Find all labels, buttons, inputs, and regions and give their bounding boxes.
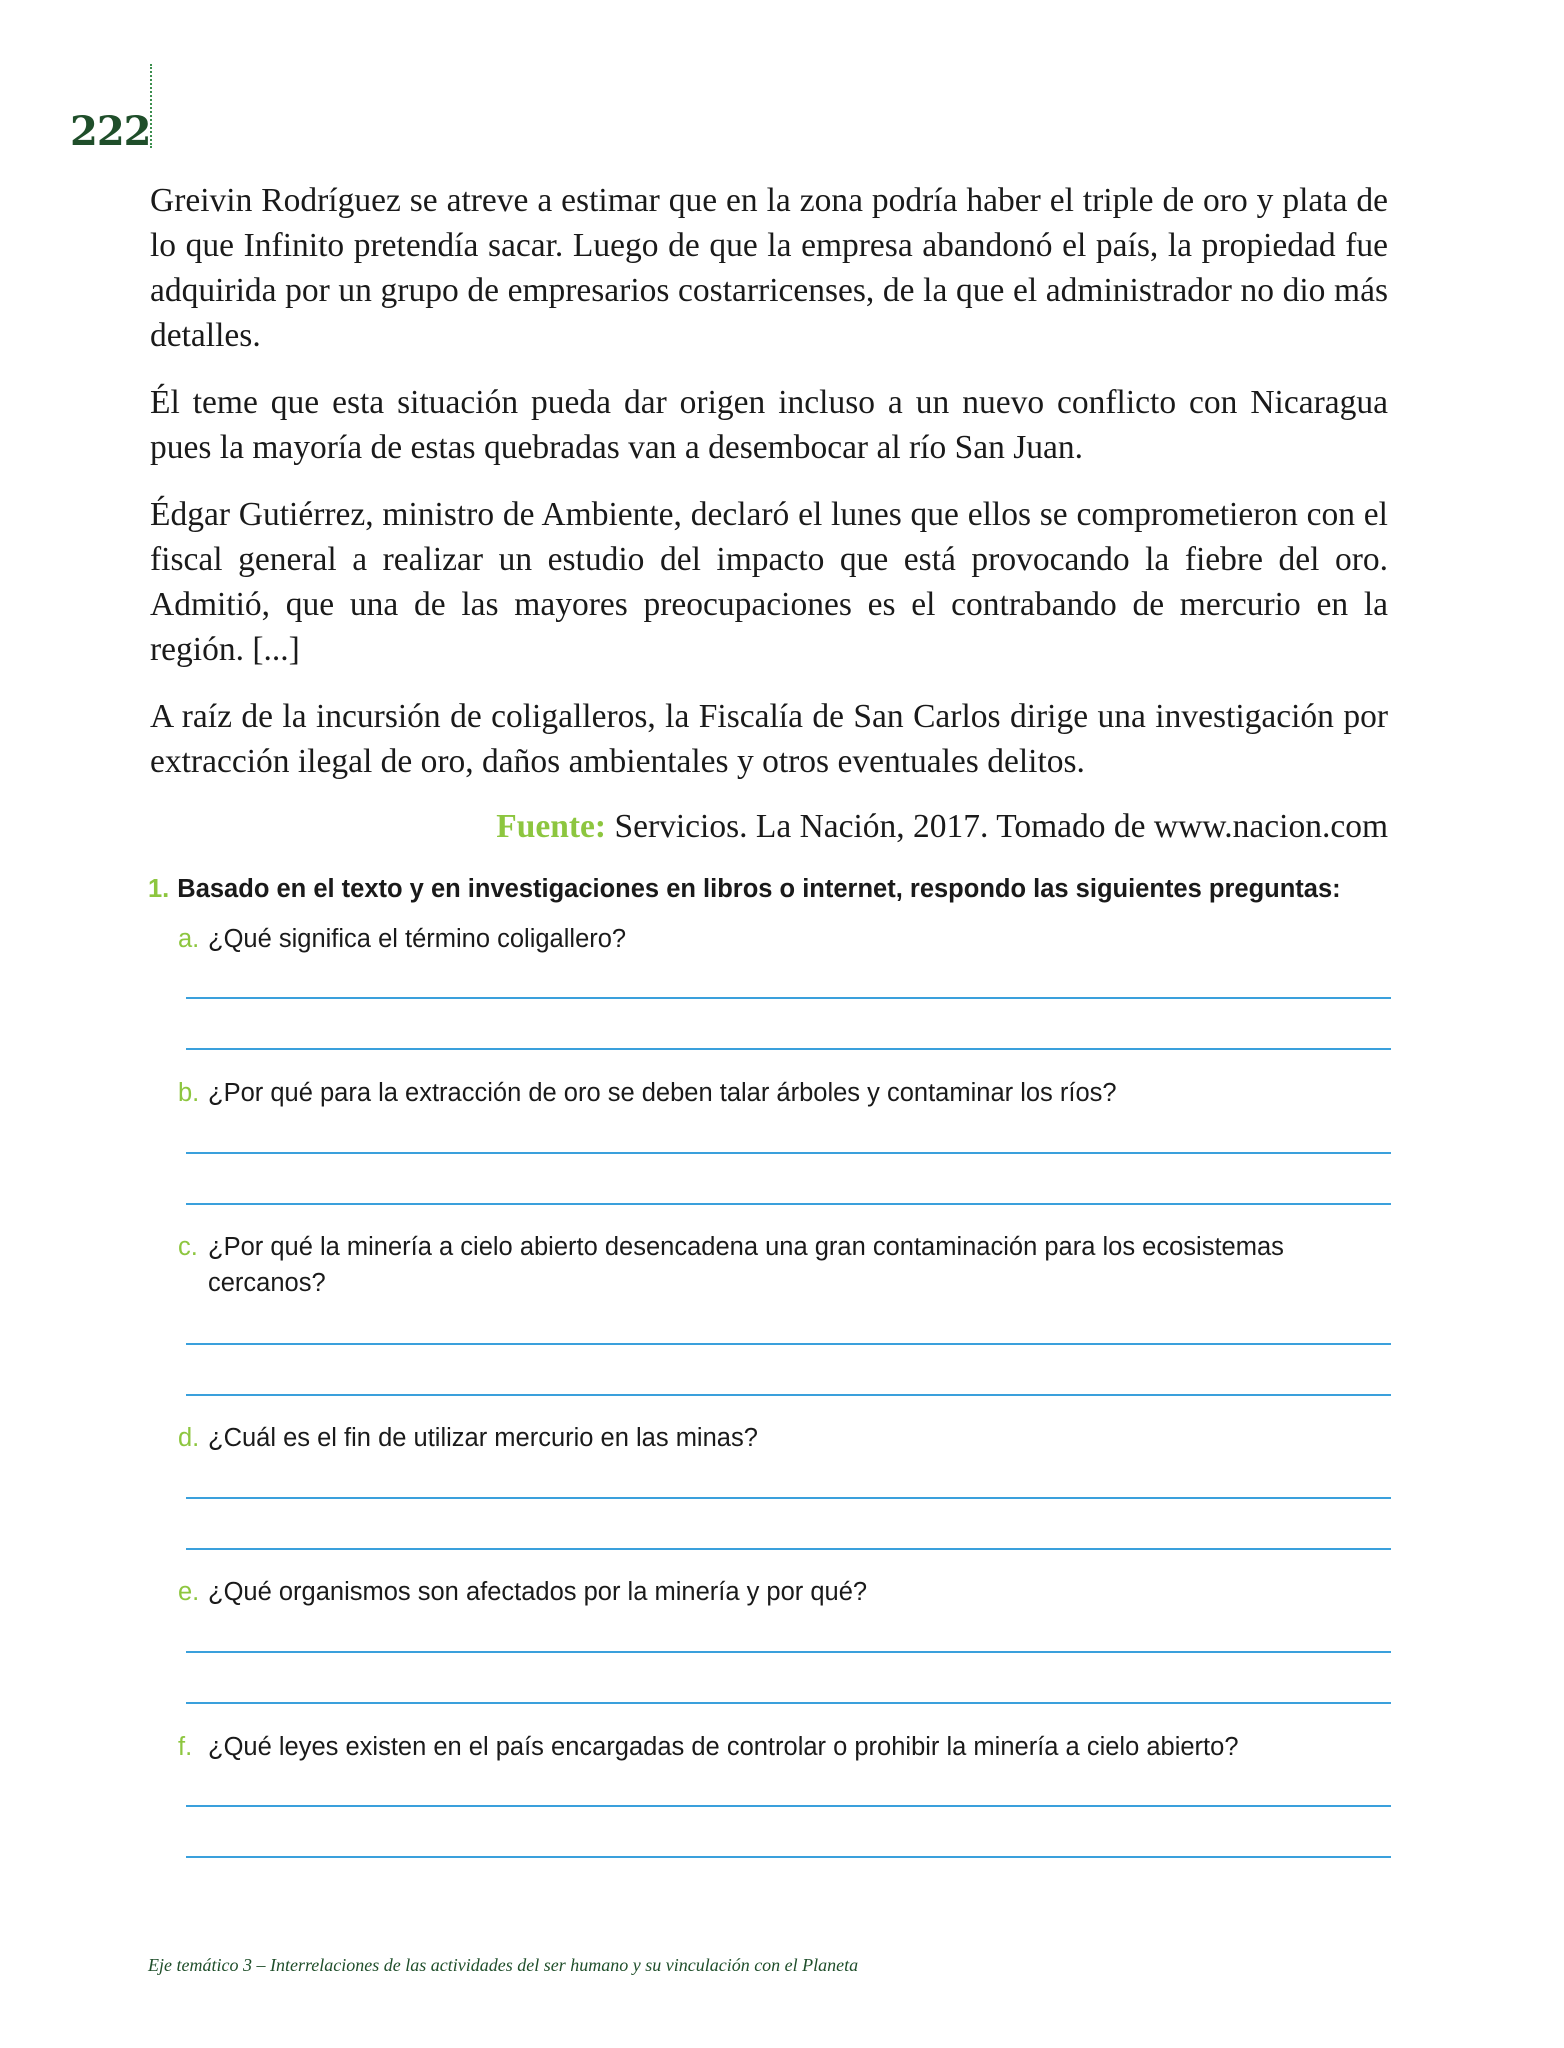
answer-line[interactable] xyxy=(186,1805,1391,1807)
source-citation xyxy=(496,804,1388,849)
subquestion-text: ¿Por qué para la extracción de oro se deben talar árboles y contaminar los ríos? xyxy=(208,1079,1117,1107)
paragraph: Él teme que esta situación pueda dar origen incluso a un nuevo conflicto con Nicaragua pues la mayoría de estas quebradas van a desembocar al río San Juan. xyxy=(150,384,1388,466)
answer-line[interactable] xyxy=(186,1152,1391,1154)
answer-line[interactable] xyxy=(186,997,1391,999)
subquestion-letter: e. xyxy=(178,1578,200,1606)
subquestion-text: ¿Por qué la minería a cielo abierto desencadena una gran contaminación para los ecosistemas cercanos? xyxy=(208,1233,1284,1297)
subquestion-letter: a. xyxy=(178,925,200,953)
article-body xyxy=(150,178,1388,806)
page-footer: Eje temático 3 – Interrelaciones de las actividades del ser humano y su vinculación con el Planeta xyxy=(148,1955,859,1975)
answer-line[interactable] xyxy=(186,1203,1391,1205)
subquestion-letter: d. xyxy=(178,1424,200,1452)
source-text: Servicios. La Nación, 2017. Tomado de www.nacion.com xyxy=(606,808,1388,845)
question-1 xyxy=(148,872,1393,906)
question-text: Basado en el texto y en investigaciones en libros o internet, respondo las siguientes preguntas: xyxy=(177,875,1341,903)
paragraph: Greivin Rodríguez se atreve a estimar que en la zona podría haber el triple de oro y plata de lo que Infinito pretendía sacar. Luego de que la empresa abandonó el país, la propiedad fue adquirida por un grupo de empresarios costarricenses, de la que el administrador no dio más detalles. xyxy=(150,182,1388,354)
paragraph: A raíz de la incursión de coligalleros, la Fiscalía de San Carlos dirige una investigación por extracción ilegal de oro, daños ambientales y otros eventuales delitos. xyxy=(150,698,1388,780)
paragraph: Édgar Gutiérrez, ministro de Ambiente, declaró el lunes que ellos se comprometieron con el fiscal general a realizar un estudio del impacto que está provocando la fiebre del oro. Admitió, que una de las mayores preocupaciones es el contrabando de mercurio en la región. [...] xyxy=(150,496,1388,668)
subquestion-d xyxy=(178,1420,1390,1456)
question-number: 1. xyxy=(148,875,170,903)
subquestion-text: ¿Qué organismos son afectados por la minería y por qué? xyxy=(208,1578,868,1606)
answer-line[interactable] xyxy=(186,1702,1391,1704)
answer-line[interactable] xyxy=(186,1548,1391,1550)
answer-line[interactable] xyxy=(186,1651,1391,1653)
answer-line[interactable] xyxy=(186,1856,1391,1858)
source-label: Fuente: xyxy=(496,808,607,845)
subquestion-e xyxy=(178,1574,1390,1610)
subquestion-text: ¿Qué leyes existen en el país encargadas de controlar o prohibir la minería a cielo abierto? xyxy=(208,1733,1239,1761)
answer-line[interactable] xyxy=(186,1394,1391,1396)
answer-line[interactable] xyxy=(186,1048,1391,1050)
page-number: 222 xyxy=(70,108,151,155)
subquestion-letter: c. xyxy=(178,1233,198,1261)
subquestion-text: ¿Cuál es el fin de utilizar mercurio en las minas? xyxy=(208,1424,758,1452)
answer-line[interactable] xyxy=(186,1497,1391,1499)
subquestion-c xyxy=(178,1229,1390,1301)
subquestion-letter: b. xyxy=(178,1079,200,1107)
subquestion-text: ¿Qué significa el término coligallero? xyxy=(208,925,627,953)
subquestion-f xyxy=(178,1729,1390,1765)
subquestion-a xyxy=(178,921,1390,957)
subquestion-b xyxy=(178,1075,1390,1111)
answer-line[interactable] xyxy=(186,1343,1391,1345)
subquestion-letter: f. xyxy=(178,1733,193,1761)
